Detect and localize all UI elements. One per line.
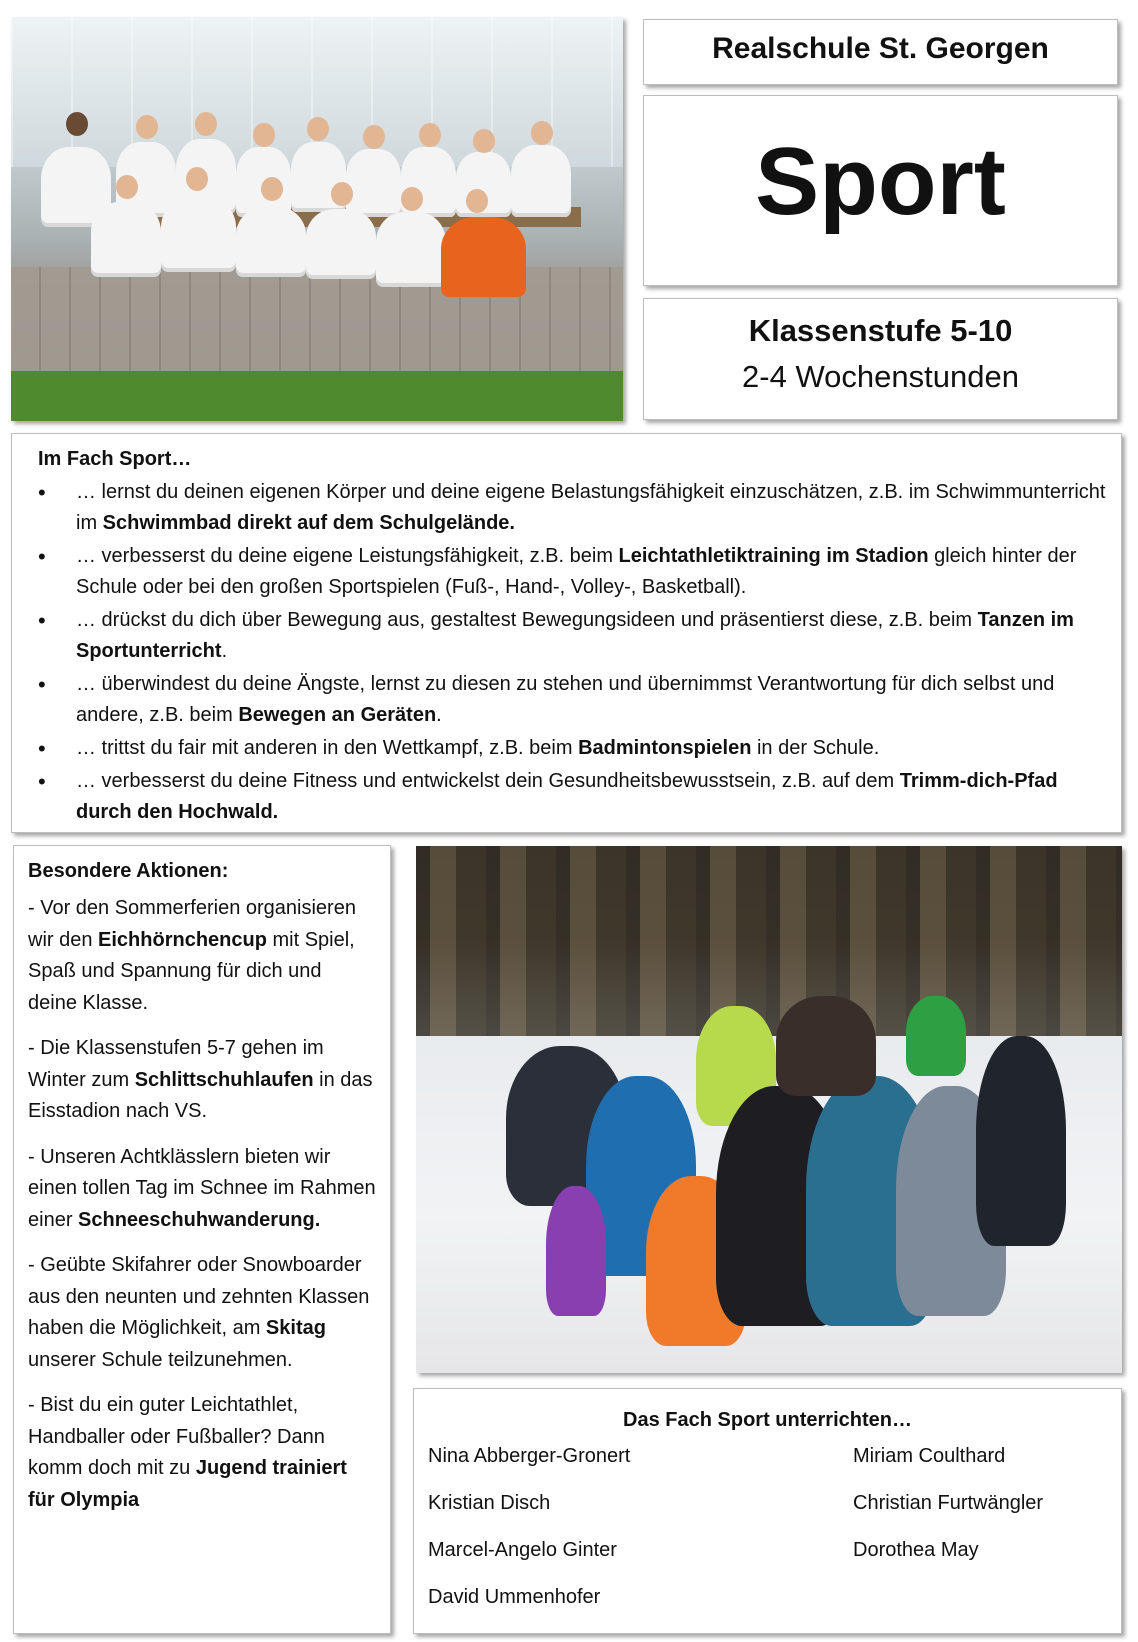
player	[511, 145, 571, 217]
item-highlight: Leichtathletiktraining im Stadion	[618, 545, 929, 567]
weekly-hours: 2-4 Wochenstunden	[742, 359, 1019, 394]
activity-paragraph	[28, 1390, 376, 1516]
description-list	[26, 477, 1107, 828]
player-head	[66, 112, 88, 136]
player-head	[473, 129, 495, 153]
player-head	[261, 177, 283, 201]
forest-background	[416, 846, 1122, 1036]
player-head	[195, 112, 217, 136]
item-highlight: Trimm-dich-Pfad durch den Hochwald.	[76, 770, 1058, 823]
activity-text: - Bist du ein guter Leichtathlet, Handballer oder Fußballer? Dann komm doch mit zu	[28, 1394, 325, 1479]
item-text: .	[221, 640, 228, 662]
list-item	[26, 669, 1107, 731]
player	[91, 202, 161, 277]
student	[776, 996, 876, 1096]
activity-paragraph	[28, 893, 376, 1019]
activity-highlight: Skitag	[265, 1317, 326, 1339]
player-head	[401, 187, 423, 211]
student	[546, 1186, 606, 1316]
paving	[11, 267, 623, 377]
player	[306, 209, 376, 279]
item-text: … lernst du deinen eigenen Körper und deine eigene Belastungsfähigkeit einzuschätzen, z.B. im Schwimmunterricht im	[76, 481, 1106, 534]
teacher-name: Miriam Coulthard	[853, 1445, 1006, 1467]
player-head	[531, 121, 553, 145]
item-highlight: Badmintonspielen	[578, 737, 752, 759]
activity-highlight: Schneeschuhwanderung.	[78, 1208, 321, 1231]
special-activities-box	[13, 845, 391, 1634]
subject-box	[643, 95, 1118, 286]
activity-text: in das Eisstadion nach VS.	[28, 1068, 373, 1122]
school-name-box	[643, 19, 1118, 85]
activity-highlight: Eichhörnchencup	[98, 928, 267, 951]
activity-highlight: Jugend trainiert für Olympia	[28, 1457, 347, 1511]
activity-text: mit Spiel, Spaß und Spannung für dich und deine Klasse.	[28, 928, 355, 1014]
item-text: … verbesserst du deine Fitness und entwickelst dein Gesundheitsbewusstsein, z.B. auf dem	[76, 770, 900, 792]
grades-box	[643, 298, 1118, 420]
item-text: .	[436, 704, 442, 726]
student	[906, 996, 966, 1076]
team-photo	[11, 17, 623, 421]
item-text: … überwindest du deine Ängste, lernst zu diesen zu stehen und übernimmst Verantwortung für dich selbst und andere, z.B. beim	[76, 673, 1055, 726]
item-text: … verbesserst du deine eigene Leistungsfähigkeit, z.B. beim	[76, 545, 619, 567]
snow-group-photo	[416, 846, 1122, 1373]
grade-levels: Klassenstufe 5-10	[748, 313, 1013, 348]
item-highlight: Schwimmbad direkt auf dem Schulgelände.	[102, 512, 515, 534]
item-text: gleich hinter der Schule oder bei den großen Sportspielen (Fuß-, Hand-, Volley-, Basketball).	[76, 545, 1077, 598]
list-item	[26, 766, 1107, 828]
item-text: … trittst du fair mit anderen in den Wettkampf, z.B. beim	[76, 737, 579, 759]
teacher-name: David Ummenhofer	[428, 1586, 601, 1608]
goalkeeper	[441, 217, 526, 297]
player	[236, 207, 306, 277]
teacher-name: Dorothea May	[853, 1539, 979, 1561]
subject-description-box	[11, 433, 1122, 833]
activity-text: - Die Klassenstufen 5-7 gehen im Winter zum	[28, 1037, 324, 1091]
activity-text: - Vor den Sommerferien organisieren wir den	[28, 897, 356, 951]
player-head	[363, 125, 385, 149]
list-item	[26, 605, 1107, 667]
list-item	[26, 733, 1107, 764]
activity-highlight: Schlittschuhlaufen	[134, 1068, 314, 1091]
player-head	[116, 175, 138, 199]
student	[976, 1036, 1066, 1246]
teachers-box	[413, 1388, 1122, 1634]
teacher-name: Kristian Disch	[428, 1492, 551, 1514]
teachers-heading: Das Fach Sport unterrichten…	[623, 1409, 912, 1431]
player-head	[186, 167, 208, 191]
item-text: … drückst du dich über Bewegung aus, gestaltest Bewegungsideen und präsentierst diese, z.B. beim	[76, 609, 978, 631]
activity-paragraph	[28, 1142, 376, 1237]
description-heading: Im Fach Sport…	[38, 448, 192, 470]
item-text: in der Schule.	[751, 737, 880, 759]
item-highlight: Tanzen im Sportunterricht	[76, 609, 1074, 662]
list-item	[26, 477, 1107, 539]
school-name: Realschule St. Georgen	[712, 32, 1049, 65]
activity-text: - Unseren Achtklässlern bieten wir einen tollen Tag im Schnee im Rahmen einer	[28, 1145, 376, 1231]
player-head	[466, 189, 488, 213]
player-head	[419, 123, 441, 147]
player	[346, 149, 401, 217]
player-head	[253, 123, 275, 147]
teacher-name: Nina Abberger-Gronert	[428, 1445, 631, 1467]
activity-paragraph	[28, 1250, 376, 1376]
teacher-name: Marcel-Angelo Ginter	[428, 1539, 617, 1561]
list-item	[26, 541, 1107, 603]
player	[161, 197, 236, 272]
item-highlight: Bewegen an Geräten	[238, 704, 437, 726]
activity-text: - Geübte Skifahrer oder Snowboarder aus den neunten und zehnten Klassen haben die Möglichkeit, am	[28, 1254, 370, 1339]
activities-heading: Besondere Aktionen:	[28, 860, 229, 882]
activity-text: unserer Schule teilzunehmen.	[28, 1348, 293, 1371]
player-head	[307, 117, 329, 141]
grass	[11, 371, 623, 421]
player-head	[136, 115, 158, 139]
activity-paragraph	[28, 1033, 376, 1128]
player-head	[331, 182, 353, 206]
teacher-name: Christian Furtwängler	[853, 1492, 1044, 1514]
subject-title: Sport	[755, 128, 1006, 235]
player	[376, 212, 446, 287]
